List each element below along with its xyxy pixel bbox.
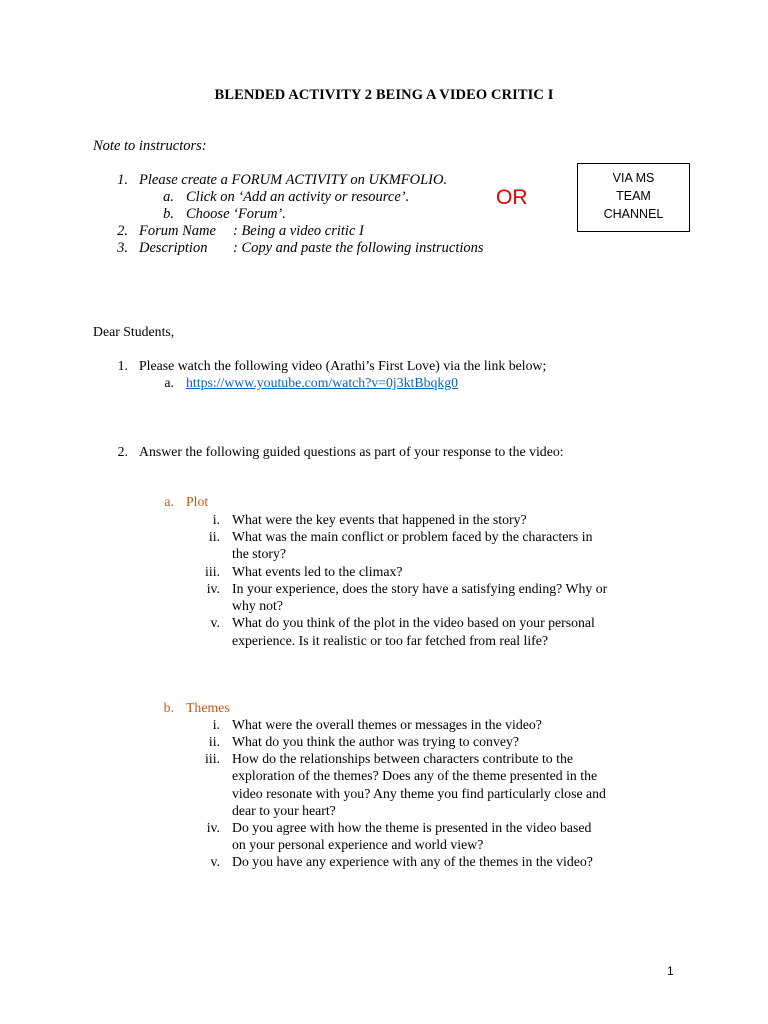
section-number: b. bbox=[163, 700, 174, 715]
instructor-substep-number: b. bbox=[163, 206, 174, 222]
question-number: iv. bbox=[206, 581, 220, 596]
box-line: VIA MS bbox=[612, 171, 655, 185]
step-text: Please watch the following video (Arathi’s First Love) via the link below; bbox=[139, 358, 547, 373]
question-text: What were the key events that happened in the story? bbox=[232, 512, 527, 527]
question-text: What events led to the climax? bbox=[232, 564, 403, 579]
forum-name-value: : Being a video critic I bbox=[233, 223, 364, 239]
question-text: dear to your heart? bbox=[232, 803, 336, 818]
forum-name-label: Forum Name bbox=[139, 223, 216, 239]
question-text: Do you have any experience with any of the themes in the video? bbox=[232, 854, 593, 869]
youtube-link[interactable]: https://www.youtube.com/watch?v=0j3ktBbqkg0 bbox=[186, 375, 459, 390]
box-line: CHANNEL bbox=[603, 207, 664, 221]
instructor-step-text: Please create a FORUM ACTIVITY on UKMFOLIO. bbox=[139, 172, 448, 188]
instructor-substep-text: Click on ‘Add an activity or resource’. bbox=[186, 189, 410, 205]
question-number: v. bbox=[210, 854, 220, 869]
question-text: the story? bbox=[232, 546, 287, 561]
document-title: BLENDED ACTIVITY 2 BEING A VIDEO CRITIC I bbox=[214, 87, 554, 103]
instructor-step-number: 2. bbox=[117, 223, 128, 239]
question-text: experience. Is it realistic or too far fetched from real life? bbox=[232, 633, 549, 648]
question-text: In your experience, does the story have a satisfying ending? Why or bbox=[232, 581, 608, 596]
question-number: i. bbox=[212, 717, 220, 732]
question-number: ii. bbox=[208, 529, 220, 544]
section-number: a. bbox=[164, 494, 174, 509]
page-number: 1 bbox=[667, 964, 674, 978]
box-line: TEAM bbox=[616, 189, 651, 203]
question-text: video resonate with you? Any theme you find particularly close and bbox=[232, 786, 606, 801]
plot-heading: Plot bbox=[186, 494, 209, 509]
question-text: why not? bbox=[232, 598, 283, 613]
greeting: Dear Students, bbox=[93, 324, 175, 339]
note-heading: Note to instructors: bbox=[93, 138, 207, 154]
question-text: Do you agree with how the theme is presented in the video based bbox=[232, 820, 592, 835]
question-text: What do you think the author was trying to convey? bbox=[232, 734, 519, 749]
ms-team-channel-box bbox=[577, 163, 690, 232]
question-text: on your personal experience and world view? bbox=[232, 837, 484, 852]
question-number: v. bbox=[210, 615, 220, 630]
question-text: What were the overall themes or messages in the video? bbox=[232, 717, 542, 732]
or-label: OR bbox=[496, 186, 528, 209]
instructor-step-number: 3. bbox=[117, 240, 128, 256]
themes-heading: Themes bbox=[186, 700, 230, 715]
link-number: a. bbox=[164, 375, 174, 390]
instructor-step-number: 1. bbox=[117, 172, 128, 188]
question-text: What do you think of the plot in the video based on your personal bbox=[232, 615, 595, 630]
question-number: iii. bbox=[205, 751, 220, 766]
question-number: i. bbox=[212, 512, 220, 527]
question-text: exploration of the themes? Does any of the theme presented in the bbox=[232, 768, 598, 783]
question-text: How do the relationships between characters contribute to the bbox=[232, 751, 573, 766]
step-text: Answer the following guided questions as part of your response to the video: bbox=[139, 444, 564, 459]
description-label: Description bbox=[139, 240, 208, 256]
question-number: iii. bbox=[205, 564, 220, 579]
instructor-substep-text: Choose ‘Forum’. bbox=[186, 206, 286, 222]
instructor-substep-number: a. bbox=[163, 189, 174, 205]
question-number: iv. bbox=[206, 820, 220, 835]
question-text: What was the main conflict or problem faced by the characters in bbox=[232, 529, 593, 544]
step-number: 2. bbox=[117, 444, 128, 459]
description-value: : Copy and paste the following instructions bbox=[233, 240, 484, 256]
step-number: 1. bbox=[117, 358, 128, 373]
question-number: ii. bbox=[208, 734, 220, 749]
